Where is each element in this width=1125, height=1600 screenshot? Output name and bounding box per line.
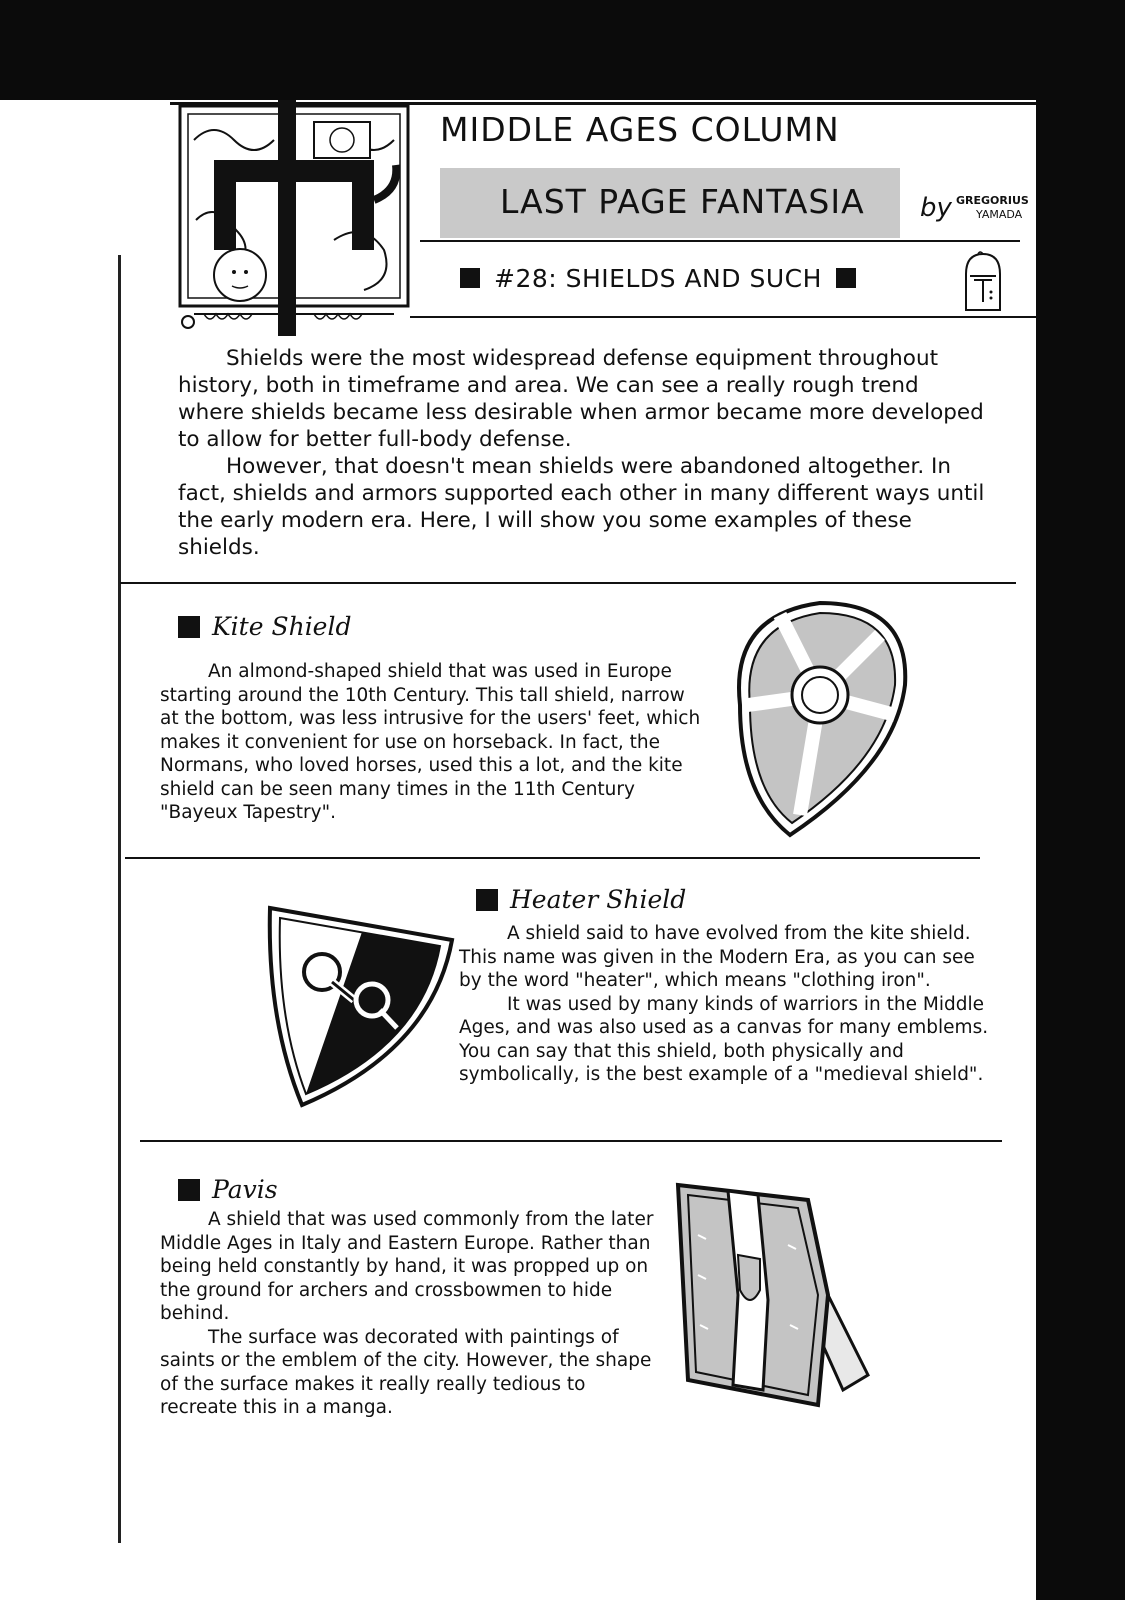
bullet-square-icon — [476, 889, 498, 911]
intro-paragraph: Shields were the most widespread defense equipment throughout history, both in timeframe and area. We can see a really rough trend where shields became less desirable when armor became more developed to allow for better full-body defense. — [178, 346, 984, 452]
bullet-square-icon — [178, 616, 200, 638]
heater-shield-text — [459, 922, 999, 1087]
illuminated-initial-art — [174, 100, 414, 340]
section-divider — [140, 1140, 1002, 1142]
pavis-heading — [178, 1175, 278, 1204]
episode-title: #28: SHIELDS AND SUCH — [494, 263, 822, 293]
bullet-square-icon — [178, 1179, 200, 1201]
intro-text — [178, 345, 988, 561]
section-title: Kite Shield — [212, 612, 352, 641]
helmet-mascot-illustration — [960, 250, 1006, 312]
series-banner — [440, 168, 900, 238]
section-paragraph: The surface was decorated with paintings of saints or the emblem of the city. However, the shape of the surface makes it really really tedious to recreate this in a manga. — [160, 1326, 652, 1418]
bullet-square-icon — [460, 268, 480, 288]
kite-shield-illustration — [720, 595, 920, 845]
header-bottom-divider — [410, 316, 1040, 318]
header-divider — [420, 240, 1020, 242]
section-title: Pavis — [212, 1175, 278, 1204]
section-divider — [120, 582, 1016, 584]
section-paragraph: A shield that was used commonly from the later Middle Ages in Italy and Eastern Europe. Rather than being held constantly by hand, it was propped up on the ground for archers and crossbowmen to hide behind. — [160, 1209, 654, 1324]
column-title: MIDDLE AGES COLUMN — [440, 110, 840, 149]
kite-shield-text — [160, 660, 706, 825]
author-name-first: GREGORIUS — [956, 194, 1029, 207]
episode-heading — [460, 258, 856, 298]
section-paragraph: It was used by many kinds of warriors in the Middle Ages, and was also used as a canvas for many emblems. You can say that this shield, both physically and symbolically, is the best example of a "medieval shield". — [459, 993, 989, 1085]
section-divider — [125, 857, 980, 859]
right-border — [1036, 100, 1042, 1600]
pavis-text — [160, 1208, 655, 1420]
section-paragraph: An almond-shaped shield that was used in Europe starting around the 10th Century. This tall shield, narrow at the bottom, was less intrusive for the users' feet, which makes it convenient for use on horseback. In fact, the Normans, who loved horses, used this a lot, and the kite shield can be seen many times in the 11th Century "Bayeux Tapestry". — [160, 661, 701, 823]
author-name-last: YAMADA — [976, 208, 1023, 221]
heater-shield-heading — [476, 885, 686, 914]
by-label: by — [920, 193, 952, 223]
pavis-illustration — [668, 1175, 888, 1425]
bullet-square-icon — [836, 268, 856, 288]
manga-page — [0, 100, 1042, 1600]
kite-shield-heading — [178, 612, 351, 641]
intro-paragraph: However, that doesn't mean shields were abandoned altogether. In fact, shields and armors supported each other in many different ways until the early modern era. Here, I will show you some examples of these shields. — [178, 454, 985, 560]
section-title: Heater Shield — [510, 885, 687, 914]
heater-shield-illustration — [262, 900, 462, 1110]
illuminated-initial-illustration — [174, 100, 414, 340]
section-paragraph: A shield said to have evolved from the kite shield. This name was given in the Modern Era, as you can see by the word "heater", which means "clothing iron". — [459, 923, 975, 991]
series-title: LAST PAGE FANTASIA — [500, 182, 865, 221]
margin-line — [118, 255, 121, 1543]
